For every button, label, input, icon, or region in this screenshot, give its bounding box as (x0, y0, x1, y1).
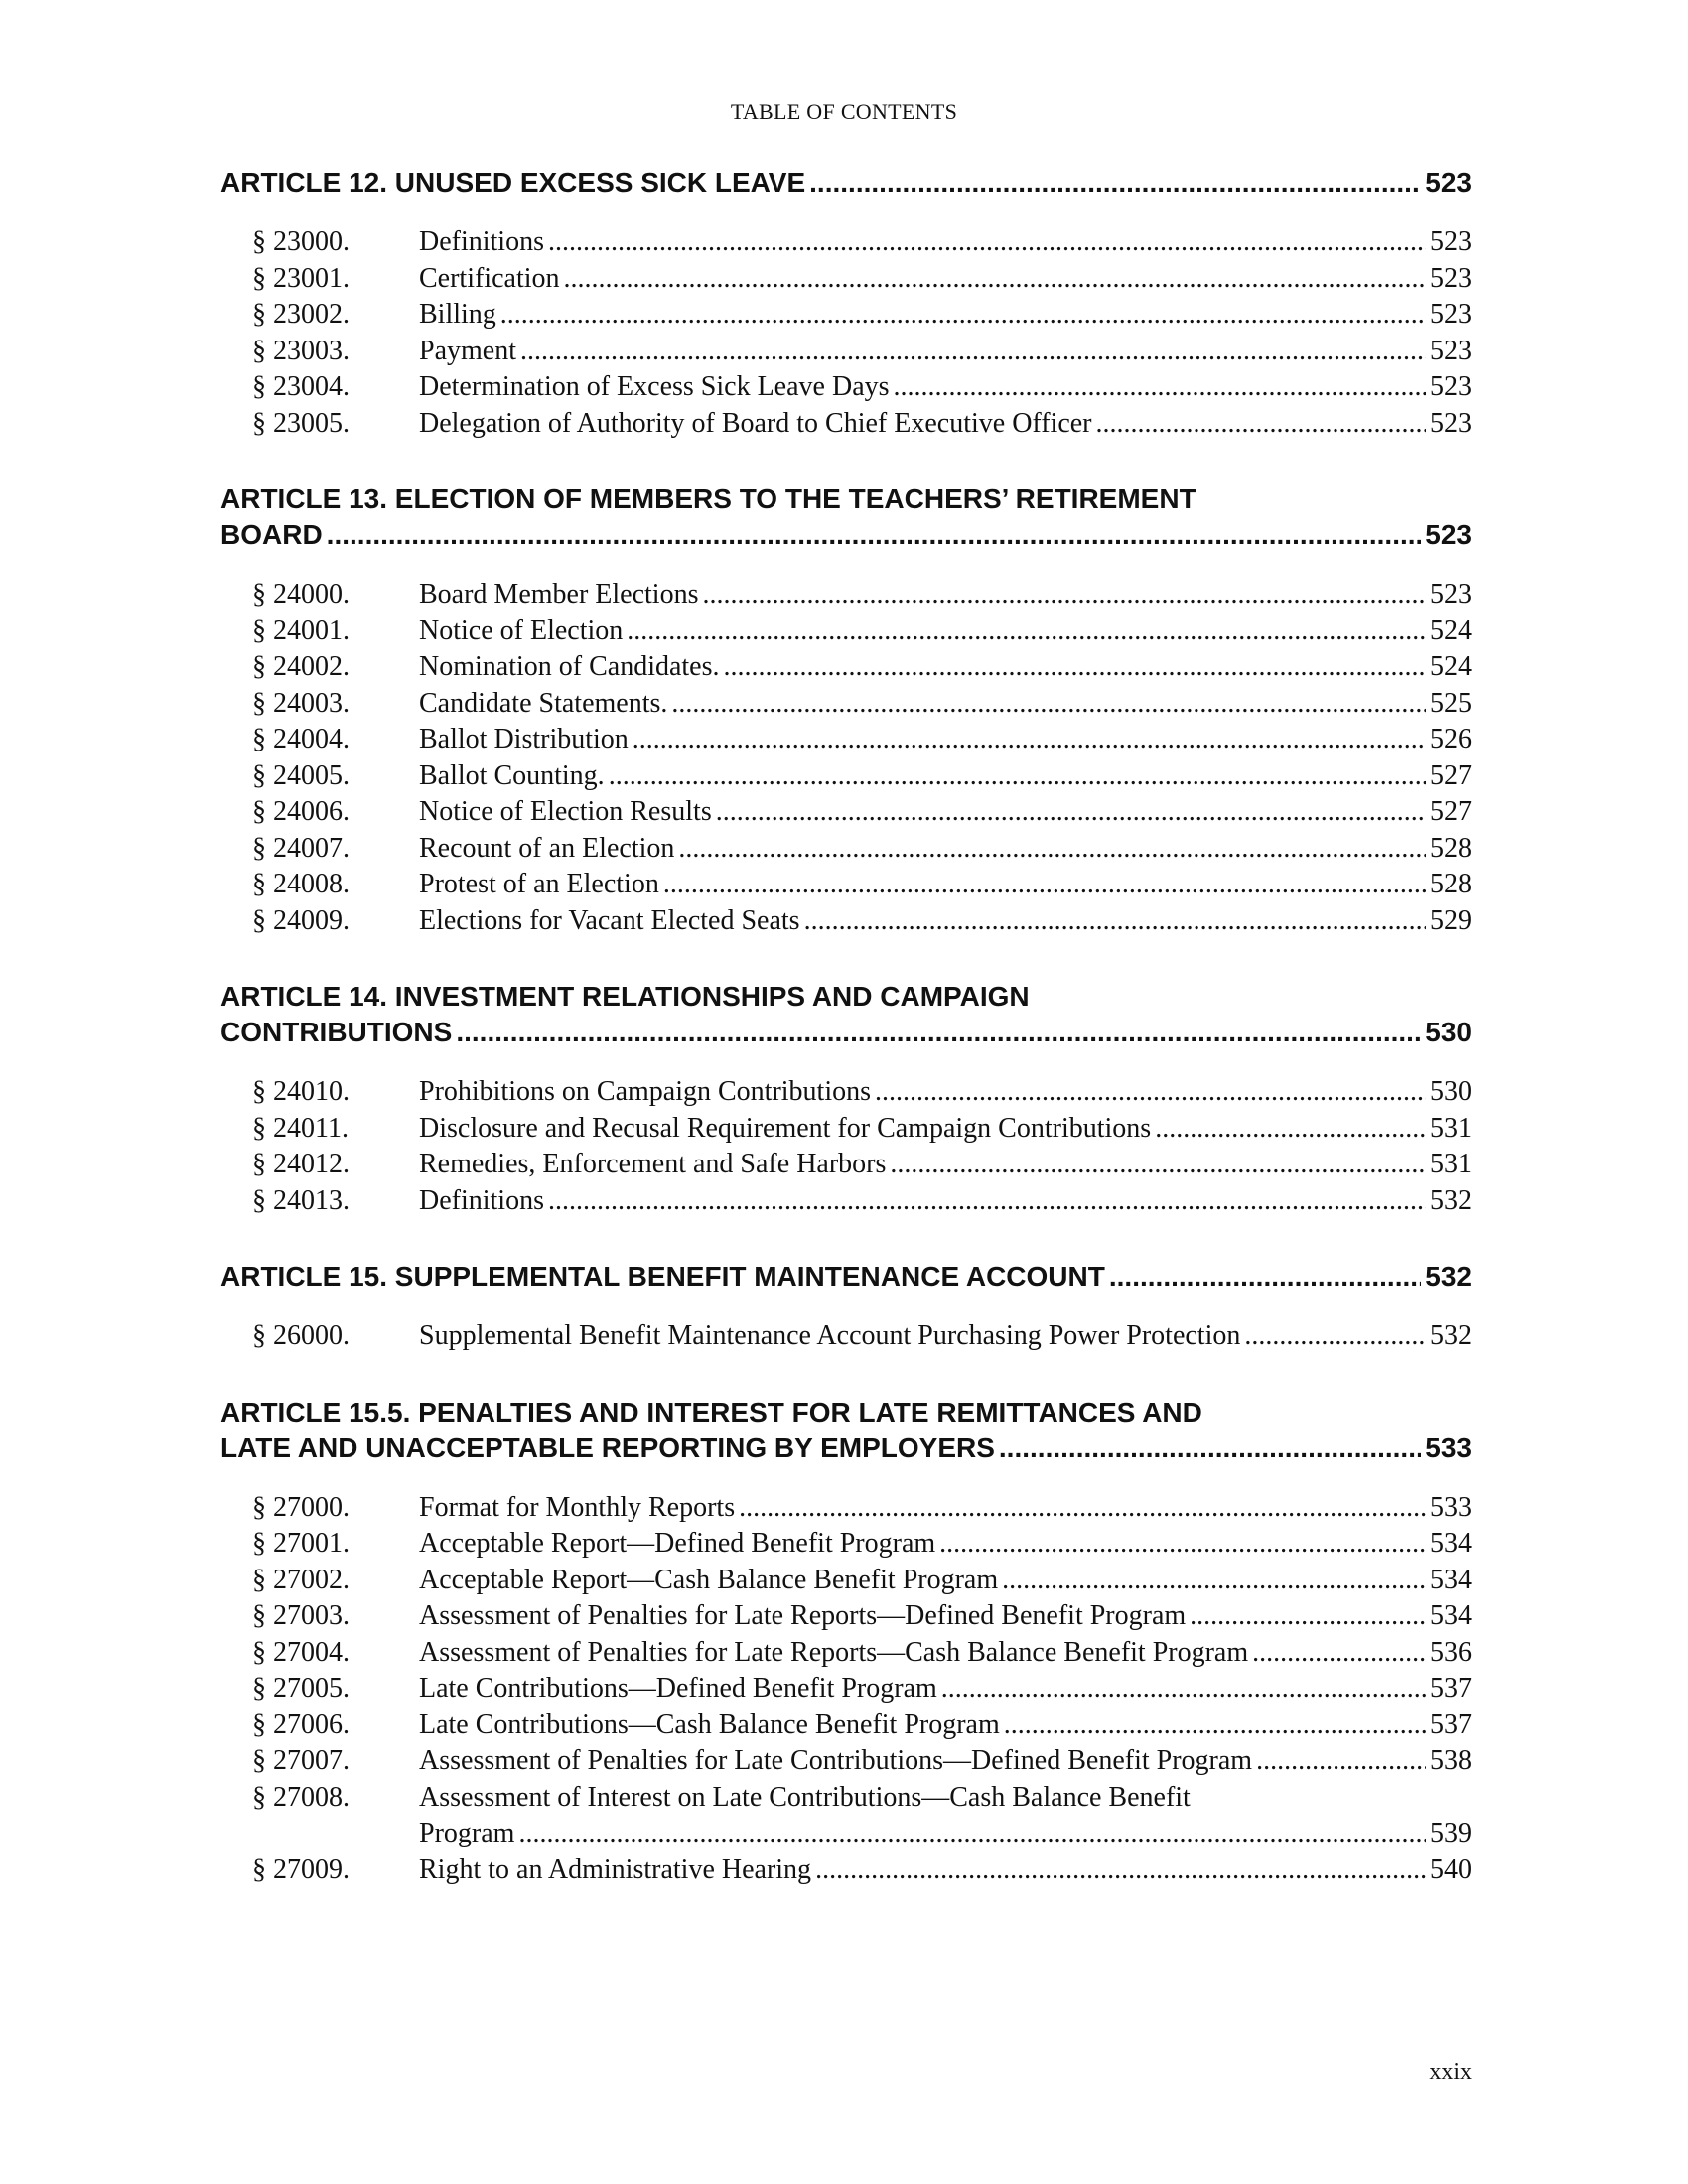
article-title: ARTICLE 12. UNUSED EXCESS SICK LEAVE (220, 167, 806, 198)
section-page-ref: 523 (1430, 371, 1472, 402)
article-leader-row (220, 1259, 1472, 1295)
section-list (220, 577, 1472, 939)
section-leader-row (419, 297, 1472, 334)
section-number: § 27009. (252, 1853, 350, 1885)
dot-leader (894, 369, 1426, 406)
section-page-ref: 532 (1430, 1320, 1472, 1351)
section-leader-row (419, 1147, 1472, 1183)
section-entry[interactable] (220, 1318, 1472, 1355)
section-number: § 27008. (252, 1781, 350, 1813)
dot-leader (941, 1671, 1426, 1707)
section-title: Assessment of Penalties for Late Reports—Cash Balance Benefit Program (419, 1636, 1249, 1668)
section-body (419, 1318, 1472, 1355)
article-leader-row (220, 1431, 1472, 1466)
dot-leader (678, 831, 1426, 868)
section-body (419, 1852, 1472, 1889)
section-page-ref: 532 (1430, 1184, 1472, 1216)
table-of-contents (220, 165, 1472, 1888)
article-heading[interactable] (220, 165, 1472, 201)
section-leader-row (419, 867, 1472, 903)
section-number: § 23002. (252, 299, 350, 330)
article-page-ref: 530 (1425, 1017, 1472, 1047)
section-entry[interactable] (220, 297, 1472, 334)
section-page-ref: 537 (1430, 1673, 1472, 1704)
article-title-line: ARTICLE 15.5. PENALTIES AND INTEREST FOR LATE REMITTANCES AND (220, 1396, 1202, 1428)
section-body (419, 261, 1472, 298)
article-heading[interactable] (220, 979, 1472, 1050)
section-title: Protest of an Election (419, 869, 659, 899)
section-leader-row (419, 1707, 1472, 1744)
section-number: § 24001. (252, 614, 350, 646)
article-leader-row (220, 1015, 1472, 1050)
section-entry[interactable] (220, 903, 1472, 940)
section-number: § 24004. (252, 724, 350, 754)
section-entry[interactable] (220, 722, 1472, 758)
section-leader-row (419, 1635, 1472, 1672)
section-title: Definitions (419, 1184, 544, 1216)
section-body (419, 1743, 1472, 1780)
section-number: § 23005. (252, 407, 350, 439)
section-page-ref: 539 (1430, 1818, 1472, 1848)
section-list (220, 1074, 1472, 1219)
section-body (419, 686, 1472, 723)
dot-leader (1244, 1318, 1426, 1355)
dot-leader (609, 758, 1426, 795)
section-title: Delegation of Authority of Board to Chief Executive Officer (419, 407, 1092, 439)
section-title: Right to an Administrative Hearing (419, 1853, 812, 1885)
section-leader-row (419, 1318, 1472, 1355)
section-number: § 24010. (252, 1076, 350, 1107)
section-entry[interactable] (220, 1526, 1472, 1563)
section-page-ref: 531 (1430, 1149, 1472, 1179)
article-leader-row (220, 517, 1472, 553)
section-leader-row (419, 1074, 1472, 1111)
section-leader-row (419, 1598, 1472, 1635)
section-title: Notice of Election (419, 614, 624, 646)
section-title-line: Assessment of Interest on Late Contributions—Cash Balance Benefit (419, 1781, 1191, 1813)
section-body (419, 722, 1472, 758)
section-entry[interactable] (220, 794, 1472, 831)
section-title: Program (419, 1818, 515, 1848)
section-number: § 23003. (252, 335, 350, 366)
section-title: Remedies, Enforcement and Safe Harbors (419, 1149, 887, 1179)
section-body (419, 831, 1472, 868)
section-number: § 24012. (252, 1149, 350, 1179)
article-title-line: ARTICLE 14. INVESTMENT RELATIONSHIPS AND CAMPAIGN (220, 981, 1030, 1012)
section-number: § 23004. (252, 371, 350, 402)
section-leader-row (419, 1490, 1472, 1527)
section-title: Acceptable Report—Defined Benefit Program (419, 1528, 936, 1559)
section-entry[interactable] (220, 1743, 1472, 1780)
section-entry[interactable] (220, 614, 1472, 650)
section-list (220, 1318, 1472, 1355)
dot-leader (1190, 1598, 1426, 1635)
section-title: Definitions (419, 226, 544, 257)
article-page-ref: 523 (1425, 167, 1472, 198)
dot-leader (1252, 1635, 1426, 1672)
section-number: § 27006. (252, 1708, 350, 1740)
section-page-ref: 525 (1430, 687, 1472, 719)
section-body (419, 1671, 1472, 1707)
section-entry[interactable] (220, 831, 1472, 868)
section-body (419, 867, 1472, 903)
section-entry[interactable] (220, 261, 1472, 298)
section-leader-row (419, 261, 1472, 298)
section-body (419, 794, 1472, 831)
section-leader-row (419, 903, 1472, 940)
section-leader-row (419, 1563, 1472, 1599)
dot-leader (702, 577, 1426, 614)
section-body (419, 903, 1472, 940)
section-body (419, 1490, 1472, 1527)
section-body (419, 334, 1472, 370)
section-body (419, 614, 1472, 650)
section-number: § 27000. (252, 1491, 350, 1523)
section-entry[interactable] (220, 1780, 1472, 1852)
dot-leader (663, 867, 1426, 903)
section-title: Board Member Elections (419, 579, 699, 610)
section-title: Assessment of Penalties for Late Reports—Defined Benefit Program (419, 1600, 1187, 1631)
section-title: Assessment of Penalties for Late Contributions—Defined Benefit Program (419, 1745, 1253, 1776)
section-page-ref: 526 (1430, 724, 1472, 754)
dot-leader (456, 1015, 1421, 1050)
section-title: Billing (419, 299, 496, 330)
section-number: § 27001. (252, 1528, 350, 1559)
section-leader-row (419, 224, 1472, 261)
dot-leader (327, 517, 1422, 553)
section-title: Late Contributions—Cash Balance Benefit Program (419, 1708, 1000, 1740)
dot-leader (804, 903, 1426, 940)
dot-leader (890, 1147, 1426, 1183)
section-leader-row (419, 794, 1472, 831)
dot-leader (809, 165, 1421, 201)
dot-leader (564, 261, 1426, 298)
section-title: Acceptable Report—Cash Balance Benefit Program (419, 1564, 999, 1595)
section-number: § 24013. (252, 1184, 350, 1216)
dot-leader (815, 1852, 1426, 1889)
article-page-ref: 533 (1425, 1432, 1472, 1463)
section-list (220, 1490, 1472, 1889)
dot-leader (548, 1183, 1426, 1220)
section-title: Notice of Election Results (419, 796, 712, 827)
section-leader-row (419, 1852, 1472, 1889)
section-body (419, 1635, 1472, 1672)
section-body (419, 1147, 1472, 1183)
article-title: ARTICLE 15. SUPPLEMENTAL BENEFIT MAINTENANCE ACCOUNT (220, 1261, 1105, 1292)
section-title: Nomination of Candidates. (419, 651, 720, 682)
section-page-ref: 523 (1430, 579, 1472, 610)
section-entry[interactable] (220, 1852, 1472, 1889)
section-page-ref: 538 (1430, 1745, 1472, 1776)
dot-leader (724, 649, 1426, 686)
section-leader-row (419, 1526, 1472, 1563)
section-title: Ballot Counting. (419, 759, 605, 791)
section-page-ref: 523 (1430, 299, 1472, 330)
section-number: § 27002. (252, 1564, 350, 1595)
section-entry[interactable] (220, 867, 1472, 903)
section-title: Prohibitions on Campaign Contributions (419, 1076, 872, 1107)
section-entry[interactable] (220, 334, 1472, 370)
section-page-ref: 523 (1430, 262, 1472, 294)
section-body (419, 649, 1472, 686)
section-entry[interactable] (220, 369, 1472, 406)
section-title: Late Contributions—Defined Benefit Program (419, 1673, 937, 1704)
section-page-ref: 527 (1430, 759, 1472, 791)
section-number: § 27007. (252, 1745, 350, 1776)
section-number: § 27004. (252, 1636, 350, 1668)
dot-leader (739, 1490, 1426, 1527)
section-title: Payment (419, 335, 516, 366)
article-heading[interactable] (220, 1259, 1472, 1295)
article-page-ref: 532 (1425, 1261, 1472, 1292)
dot-leader (1109, 1259, 1421, 1295)
section-title: Determination of Excess Sick Leave Days (419, 371, 890, 402)
section-page-ref: 523 (1430, 407, 1472, 439)
section-number: § 23001. (252, 262, 350, 294)
article-title: CONTRIBUTIONS (220, 1017, 453, 1047)
article-heading[interactable] (220, 1395, 1472, 1466)
section-body (419, 1526, 1472, 1563)
dot-leader (1256, 1743, 1426, 1780)
section-number: § 24005. (252, 759, 350, 791)
section-page-ref: 534 (1430, 1564, 1472, 1595)
dot-leader (1155, 1111, 1426, 1148)
section-number: § 26000. (252, 1320, 350, 1351)
section-page-ref: 524 (1430, 614, 1472, 646)
section-number: § 27005. (252, 1673, 350, 1704)
section-entry[interactable] (220, 1563, 1472, 1599)
section-leader-row (419, 722, 1472, 758)
section-page-ref: 533 (1430, 1491, 1472, 1523)
dot-leader (548, 224, 1426, 261)
section-page-ref: 537 (1430, 1708, 1472, 1740)
section-number: § 24009. (252, 904, 350, 936)
section-leader-row (419, 334, 1472, 370)
section-number: § 24006. (252, 796, 350, 827)
section-body (419, 1183, 1472, 1220)
section-page-ref: 531 (1430, 1112, 1472, 1144)
section-entry[interactable] (220, 577, 1472, 614)
section-body (419, 1707, 1472, 1744)
running-head: TABLE OF CONTENTS (730, 99, 958, 124)
article-leader-row (220, 165, 1472, 201)
section-body (419, 1111, 1472, 1148)
section-body (419, 224, 1472, 261)
section-title: Certification (419, 262, 560, 294)
section-page-ref: 530 (1430, 1076, 1472, 1107)
section-page-ref: 527 (1430, 796, 1472, 827)
dot-leader (939, 1526, 1426, 1563)
section-number: § 23000. (252, 226, 350, 257)
section-page-ref: 534 (1430, 1528, 1472, 1559)
section-page-ref: 540 (1430, 1853, 1472, 1885)
section-entry[interactable] (220, 1707, 1472, 1744)
dot-leader (1004, 1707, 1426, 1744)
section-entry[interactable] (220, 1147, 1472, 1183)
section-entry[interactable] (220, 758, 1472, 795)
section-title: Recount of an Election (419, 832, 675, 864)
article-title-line: ARTICLE 13. ELECTION OF MEMBERS TO THE TEACHERS’ RETIREMENT (220, 483, 1196, 514)
section-leader-row (419, 614, 1472, 650)
section-entry[interactable] (220, 1635, 1472, 1672)
dot-leader (875, 1074, 1426, 1111)
section-leader-row (419, 1183, 1472, 1220)
section-body (419, 758, 1472, 795)
section-leader-row (419, 1816, 1472, 1852)
section-page-ref: 536 (1430, 1636, 1472, 1668)
section-entry[interactable] (220, 1598, 1472, 1635)
article-page-ref: 523 (1425, 519, 1472, 550)
section-number: § 24000. (252, 579, 350, 610)
page-number: xxix (1429, 2059, 1472, 2085)
dot-leader (518, 1816, 1426, 1852)
dot-leader (520, 334, 1426, 370)
section-entry[interactable] (220, 1490, 1472, 1527)
section-number: § 24008. (252, 869, 350, 899)
section-body (419, 406, 1472, 443)
section-page-ref: 529 (1430, 904, 1472, 936)
section-body (419, 1563, 1472, 1599)
section-title: Candidate Statements. (419, 687, 668, 719)
dot-leader (671, 686, 1426, 723)
section-leader-row (419, 577, 1472, 614)
section-entry[interactable] (220, 1671, 1472, 1707)
dot-leader (627, 614, 1426, 650)
section-list (220, 224, 1472, 442)
dot-leader (500, 297, 1426, 334)
section-number: § 24002. (252, 651, 350, 682)
section-page-ref: 523 (1430, 226, 1472, 257)
section-leader-row (419, 831, 1472, 868)
section-page-ref: 523 (1430, 335, 1472, 366)
section-entry[interactable] (220, 686, 1472, 723)
section-title: Elections for Vacant Elected Seats (419, 904, 800, 936)
section-entry[interactable] (220, 406, 1472, 443)
section-leader-row (419, 649, 1472, 686)
section-number: § 24011. (252, 1112, 349, 1144)
section-entry[interactable] (220, 224, 1472, 261)
section-number: § 24007. (252, 832, 350, 864)
section-body (419, 369, 1472, 406)
article-title: LATE AND UNACCEPTABLE REPORTING BY EMPLOYERS (220, 1432, 995, 1463)
article-title: BOARD (220, 519, 323, 550)
section-title: Supplemental Benefit Maintenance Account Purchasing Power Protection (419, 1320, 1241, 1351)
section-leader-row (419, 1671, 1472, 1707)
section-entry[interactable] (220, 649, 1472, 686)
section-leader-row (419, 1743, 1472, 1780)
section-number: § 27003. (252, 1600, 350, 1631)
section-leader-row (419, 406, 1472, 443)
section-title: Disclosure and Recusal Requirement for Campaign Contributions (419, 1112, 1152, 1144)
section-body (419, 1074, 1472, 1111)
section-body (419, 577, 1472, 614)
section-page-ref: 524 (1430, 651, 1472, 682)
section-page-ref: 528 (1430, 869, 1472, 899)
section-leader-row (419, 1111, 1472, 1148)
section-title: Ballot Distribution (419, 724, 629, 754)
dot-leader (999, 1431, 1421, 1466)
dot-leader (633, 722, 1426, 758)
section-body (419, 297, 1472, 334)
dot-leader (1002, 1563, 1426, 1599)
dot-leader (716, 794, 1426, 831)
section-entry[interactable] (220, 1111, 1472, 1148)
section-page-ref: 534 (1430, 1600, 1472, 1631)
dot-leader (1096, 406, 1426, 443)
section-page-ref: 528 (1430, 832, 1472, 864)
section-title: Format for Monthly Reports (419, 1491, 736, 1523)
section-leader-row (419, 369, 1472, 406)
article-heading[interactable] (220, 481, 1472, 553)
section-leader-row (419, 758, 1472, 795)
section-body (419, 1598, 1472, 1635)
section-entry[interactable] (220, 1183, 1472, 1220)
section-leader-row (419, 686, 1472, 723)
section-number: § 24003. (252, 687, 350, 719)
section-entry[interactable] (220, 1074, 1472, 1111)
section-body (419, 1780, 1472, 1852)
